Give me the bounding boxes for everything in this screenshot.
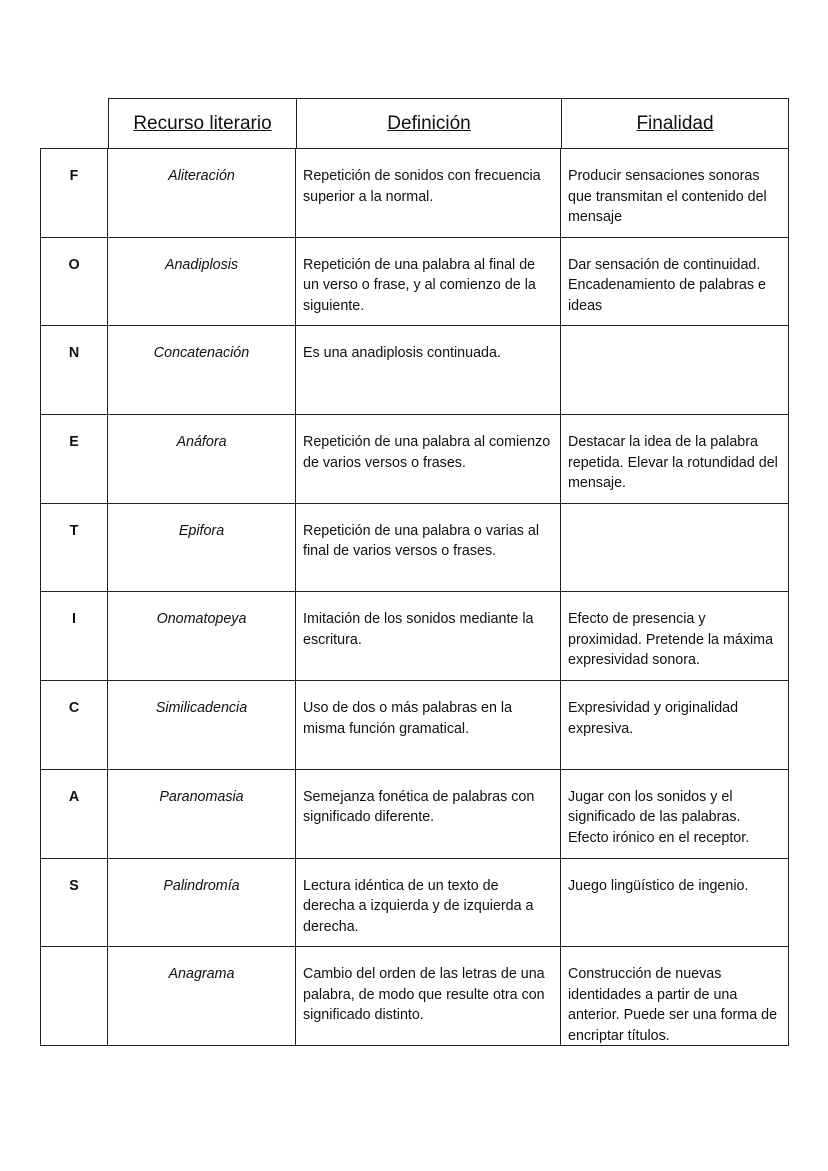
finalidad-cell [561, 326, 788, 414]
recurso-cell: Epifora [108, 504, 296, 592]
fonetica-letter: T [41, 504, 108, 592]
definicion-cell: Cambio del orden de las letras de una palabra, de modo que resulte otra con significado distinto. [296, 947, 561, 1045]
finalidad-cell: Jugar con los sonidos y el significado de las palabras. Efecto irónico en el receptor. [568, 788, 750, 846]
header-definicion: Definición [297, 99, 562, 148]
fonetica-letter [41, 947, 108, 1045]
header-recurso: Recurso literario [109, 99, 297, 148]
finalidad-cell: Expresividad y originalidad expresiva. [568, 700, 739, 737]
table-row [41, 592, 788, 681]
table-row [41, 947, 788, 1045]
fonetica-letter: S [41, 859, 108, 947]
recurso-cell: Anáfora [108, 415, 296, 503]
recurso-cell: Onomatopeya [108, 592, 296, 680]
recurso-cell: Paranomasia [108, 770, 296, 858]
definicion-cell: Repetición de sonidos con frecuencia superior a la normal. [296, 149, 561, 237]
recurso-cell: Aliteración [108, 149, 296, 237]
table-row [41, 149, 788, 238]
recurso-cell: Anagrama [108, 947, 296, 1045]
fonetica-letter: E [41, 415, 108, 503]
definicion-cell: Repetición de una palabra al comienzo de varios versos o frases. [296, 415, 561, 503]
table-row [41, 504, 788, 593]
fonetica-letter: I [41, 592, 108, 680]
definicion-cell: Repetición de una palabra al final de un verso o frase, y al comienzo de la siguiente. [296, 238, 561, 326]
definicion-cell: Es una anadiplosis continuada. [296, 326, 561, 414]
table-header [108, 98, 789, 149]
table-row [41, 326, 788, 415]
finalidad-cell: Producir sensaciones sonoras que transmitan el contenido del mensaje [568, 168, 767, 225]
header-finalidad: Finalidad [636, 112, 714, 134]
finalidad-cell: Efecto de presencia y proximidad. Pretende la máxima expresividad sonora. [568, 611, 774, 669]
finalidad-cell: Destacar la idea de la palabra repetida. Elevar la rotundidad del mensaje. [568, 434, 778, 492]
table-row [41, 681, 788, 770]
fonetica-letter: N [41, 326, 108, 414]
table-body [40, 148, 789, 1046]
definicion-cell: Semejanza fonética de palabras con significado diferente. [296, 770, 561, 858]
definicion-cell: Uso de dos o más palabras en la misma función gramatical. [296, 681, 561, 769]
recurso-cell: Anadiplosis [108, 238, 296, 326]
table-row [41, 238, 788, 327]
table-row [41, 770, 788, 859]
finalidad-cell [561, 504, 788, 592]
finalidad-cell: Construcción de nuevas identidades a partir de una anterior. Puede ser una forma de encriptar títulos. [568, 966, 778, 1044]
recurso-cell: Similicadencia [108, 681, 296, 769]
table-row [41, 415, 788, 504]
fonetica-letter: F [41, 149, 108, 237]
fonetica-letter: A [41, 770, 108, 858]
table-row [41, 859, 788, 948]
definicion-cell: Lectura idéntica de un texto de derecha a izquierda y de izquierda a derecha. [296, 859, 561, 947]
definicion-cell: Imitación de los sonidos mediante la escritura. [296, 592, 561, 680]
fonetica-letter: C [41, 681, 108, 769]
recurso-cell: Concatenación [108, 326, 296, 414]
finalidad-cell: Dar sensación de continuidad. Encadenamiento de palabras e ideas [568, 256, 766, 314]
definicion-cell: Repetición de una palabra o varias al final de varios versos o frases. [296, 504, 561, 592]
finalidad-cell: Juego lingüístico de ingenio. [568, 877, 749, 894]
fonetica-letter: O [41, 238, 108, 326]
recurso-cell: Palindromía [108, 859, 296, 947]
